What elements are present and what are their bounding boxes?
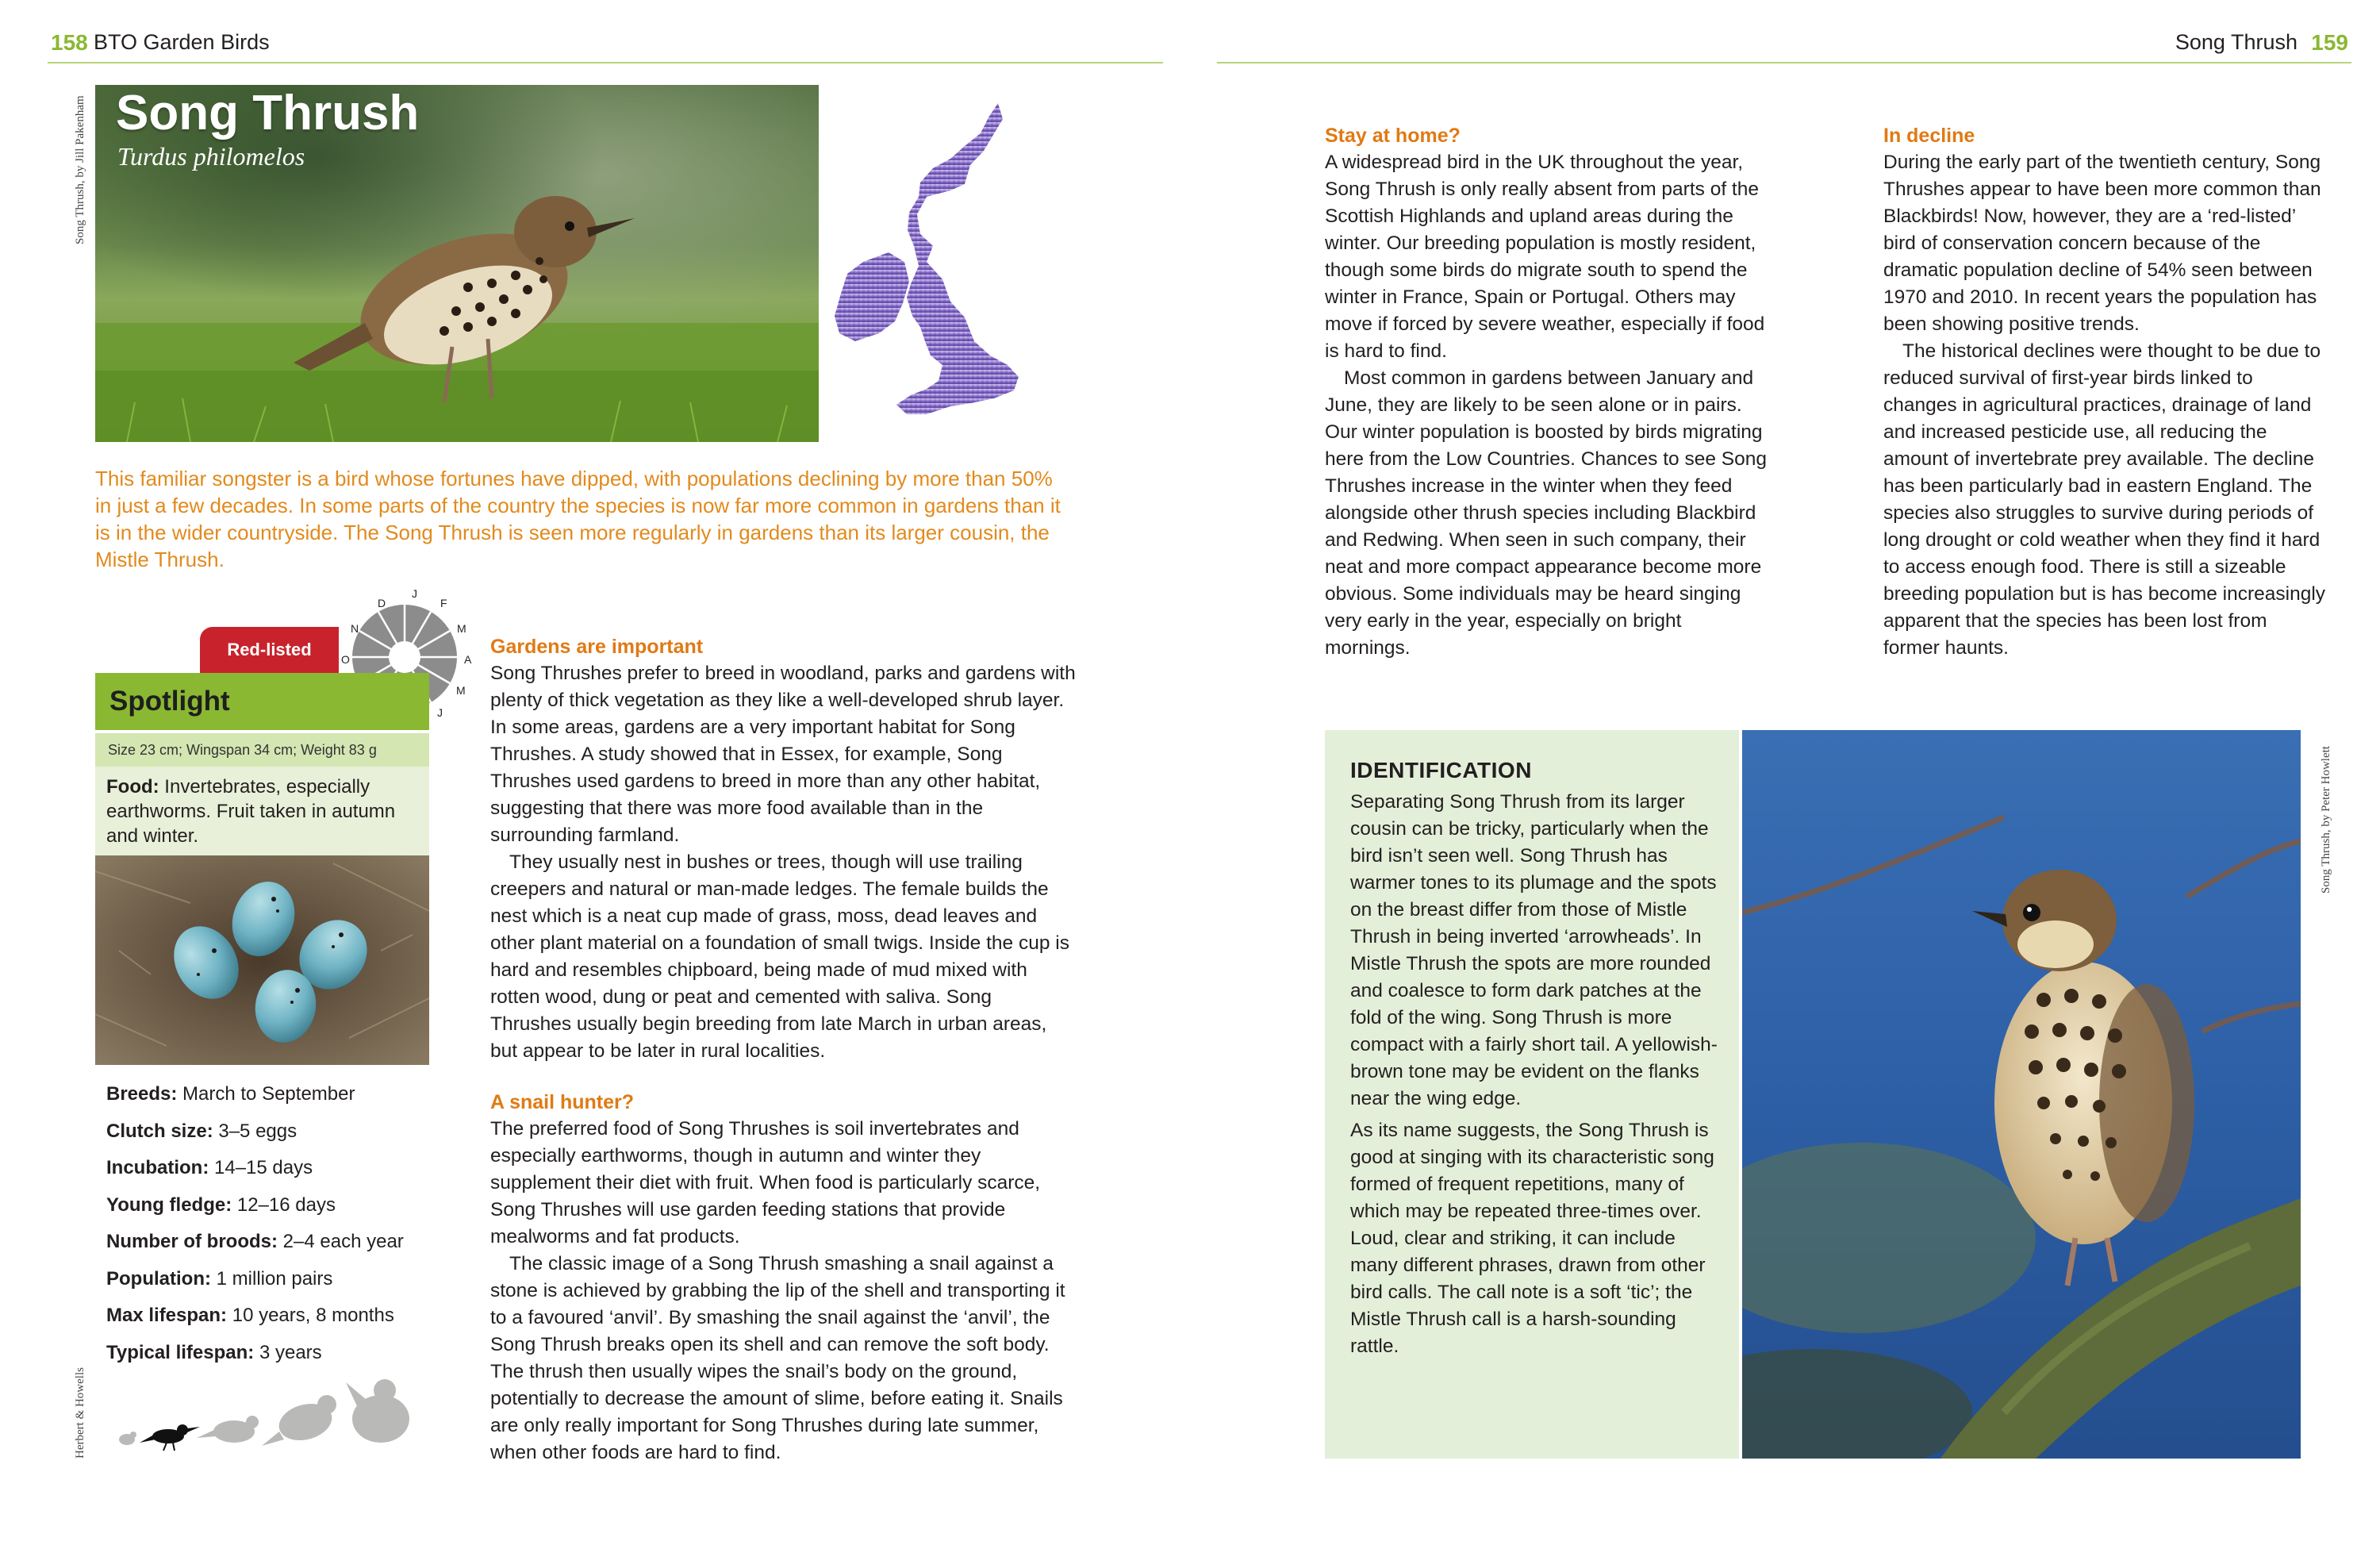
fact-label: Number of broods: [106,1231,278,1252]
decline-paragraph-2: The historical declines were thought to be due to reduced survival of first-year birds linked to changes in agricultural practices, drainage of land and increased pesticide use, all reducing the amount of invertebrate prey available. The decline has been particularly bad in eastern England. The species also struggles to survive during periods of long drought or cold weather when they find it hard to access enough food. There is still a sizeable breeding population but is has become increasingly apparent that the species has been lost from former haunts. [1883,340,2326,659]
species-common-name: Song Thrush [116,86,420,140]
calendar-month-f: F [440,597,447,609]
distribution-map [831,103,1031,430]
fact-clutch-size [106,1113,424,1151]
snail-heading: A snail hunter? [490,1091,635,1113]
main-photo-credit: Song Thrush, by Jill Pakenham [74,95,86,244]
calendar-month-n: N [351,622,359,635]
illustration-credit: Herbert & Howells [74,1367,86,1459]
song-thrush-photo [95,85,819,442]
decline-paragraph-1: During the early part of the twentieth century, Song Thrushes appear to have been more common than Blackbirds! Now, however, they are a ‘red-listed’ bird of conservation concern because of the dramatic population decline of 54% seen between 1970 and 2010. In recent years the population has been showing positive trends. [1883,152,2321,335]
right-page-number: 159 [2311,30,2348,55]
food-info [106,774,420,848]
fact-breeds [106,1076,424,1113]
fact-value: 1 million pairs [210,1267,333,1290]
fact-max-lifespan [106,1297,424,1335]
eggs-photo-image [95,855,429,1065]
size-silhouettes-image [111,1366,420,1454]
calendar-month-m2: M [456,684,466,697]
size-line: Size 23 cm; Wingspan 34 cm; Weight 83 g [108,742,377,758]
calendar-month-d: D [378,597,386,609]
stay-section [1325,122,1769,662]
fact-value: 14–15 days [209,1157,313,1178]
stay-paragraph-1: A widespread bird in the UK throughout the year, Song Thrush is only really absent from parts of the Scottish Highlands and upland areas during the winter. Our breeding population is mostly resident, though some birds do migrate south to spend the winter in France, Spain or Portugal. Others may move if forced by severe weather, especially if food is hard to find. [1325,152,1765,362]
identification-paragraph-2: As its name suggests, the Song Thrush is good at singing with its characteristic song formed of frequent repetitions, many of which may be repeated three-times over. Loud, clear and striking, it can include many different phrases, drawn from other bird calls. The call note is a soft ‘tic’; the Mistle Thrush call is a harsh-sounding rattle. [1350,1120,1714,1357]
calendar-month-j1: J [412,587,417,600]
header-rule-right [1217,62,2351,63]
stay-paragraph-2: Most common in gardens between January and June, they are likely to be seen alone or in pairs. Our winter population is boosted by birds migrating here from the Low Countries. Chances to see Song Thrushes increase in the winter when they feed alongside other thrush species including Blackbird and Redwing. When seen in such company, their neat and more compact appearance become more obvious. Some individuals may be heard singing very early in the year, especially on bright mornings. [1325,367,1768,659]
calendar-month-m1: M [457,622,466,635]
spotlight-title: Spotlight [109,686,230,717]
size-silhouettes [111,1366,420,1454]
right-running-head: Song Thrush [2175,30,2297,54]
second-photo-credit: Song Thrush, by Peter Howlett [2320,746,2332,894]
identification-box [1325,730,1739,1459]
fact-label: Population: [106,1267,211,1290]
gardens-paragraph-2: They usually nest in bushes or trees, though will use trailing creepers and natural or man-made ledges. The female builds the nest which is a neat cup made of grass, moss, dead leaves and other plant material on a foundation of small twigs. Inside the cup is hard and resembles chipboard, being made of mud mixed with rotten wood, dung or peat and cemented with saliva. Song Thrushes usually begin breeding from late March in urban areas, but appear to be later in rural localities. [490,851,1069,1062]
fact-young-fledge [106,1187,424,1224]
fact-population [106,1261,424,1298]
size-bar [95,733,429,767]
left-page-number: 158 [51,30,88,55]
intro-paragraph: This familiar songster is a bird whose fortunes have dipped, with populations declining by more than 50% in just a few decades. In some parts of the country the species is now far more common in gardens than it is in the wider countryside. The Song Thrush is seen more regularly in gardens than its larger cousin, the Mistle Thrush. [95,467,1061,571]
food-text: Invertebrates, especially earthworms. Fruit taken in autumn and winter. [106,776,396,847]
food-label: Food: [106,776,159,798]
identification-content [1350,757,1723,1360]
left-running-head: BTO Garden Birds [94,30,270,54]
spotlight-facts [106,1076,424,1371]
decline-heading: In decline [1883,125,1975,147]
distribution-map-image [831,103,1031,430]
perched-thrush-photo-image [1742,730,2301,1459]
identification-paragraph-1: Separating Song Thrush from its larger cousin can be tricky, particularly when the bird isn’t seen well. Song Thrush has warmer tones to its plumage and the spots on the breast differ from those of Mistle Thrush in being inverted ‘arrowheads’. In Mistle Thrush the spots are more rounded and coalesce to form dark patches at the fold of the wing. Song Thrush is more compact with a fairly short tail. A yellowish-brown tone may be evident on the flanks near the wing edge. [1350,791,1718,1109]
snail-paragraph-1: The preferred food of Song Thrushes is soil invertebrates and especially earthworms, though in autumn and winter they supplement their diet with fruit. When food is particularly scarce, Song Thrushes will use garden feeding stations that provide mealworms and fat products. [490,1118,1041,1247]
fact-value: 12–16 days [232,1193,336,1216]
gardens-section [490,633,1077,1065]
fact-label: Breeds: [106,1083,178,1105]
snail-section [490,1089,1077,1466]
fact-label: Incubation: [106,1157,209,1178]
fact-value: March to September [177,1083,355,1105]
fact-value: 3–5 eggs [213,1120,298,1142]
fact-label: Clutch size: [106,1120,213,1142]
gardens-paragraph-1: Song Thrushes prefer to breed in woodland, parks and gardens with plenty of thick vegetation as they like a well-developed shrub layer. In some areas, gardens are a very important habitat for Song Thrushes. A study showed that in Essex, for example, Song Thrushes used gardens to breed in more than any other habitat, suggesting that there was more food available than in the surrounding farmland. [490,663,1076,846]
gardens-heading: Gardens are important [490,636,704,658]
header-rule-left [48,62,1163,63]
perched-thrush-photo [1742,730,2301,1459]
identification-heading: IDENTIFICATION [1350,758,1532,782]
red-listed-badge: Red-listed [200,627,339,673]
snail-paragraph-2: The classic image of a Song Thrush smashing a snail against a stone is achieved by grabbing the lip of the shell and transporting it to a favoured ‘anvil’. By smashing the snail against the ‘anvil’, the Song Thrush breaks open its shell and can remove the soft body. The thrush then usually wipes the snail’s body on the ground, potentially to decrease the amount of slime, before eating it. Snails are only really important for Song Thrushes during late summer, when other foods are hard to find. [490,1253,1065,1463]
eggs-photo [95,855,429,1065]
fact-label: Young fledge: [106,1193,232,1216]
calendar-month-o: O [341,653,350,666]
fact-number-of-broods [106,1224,424,1261]
calendar-month-j2: J [437,706,443,719]
species-latin-name: Turdus philomelos [117,142,305,171]
fact-value: 10 years, 8 months [227,1305,394,1326]
decline-section [1883,122,2328,662]
fact-label: Typical lifespan: [106,1341,255,1363]
fact-value: 2–4 each year [278,1231,404,1252]
calendar-month-a1: A [464,653,472,666]
spotlight-header [95,673,429,730]
stay-heading: Stay at home? [1325,125,1461,147]
fact-label: Max lifespan: [106,1305,228,1326]
fact-value: 3 years [254,1341,322,1363]
fact-incubation [106,1150,424,1187]
